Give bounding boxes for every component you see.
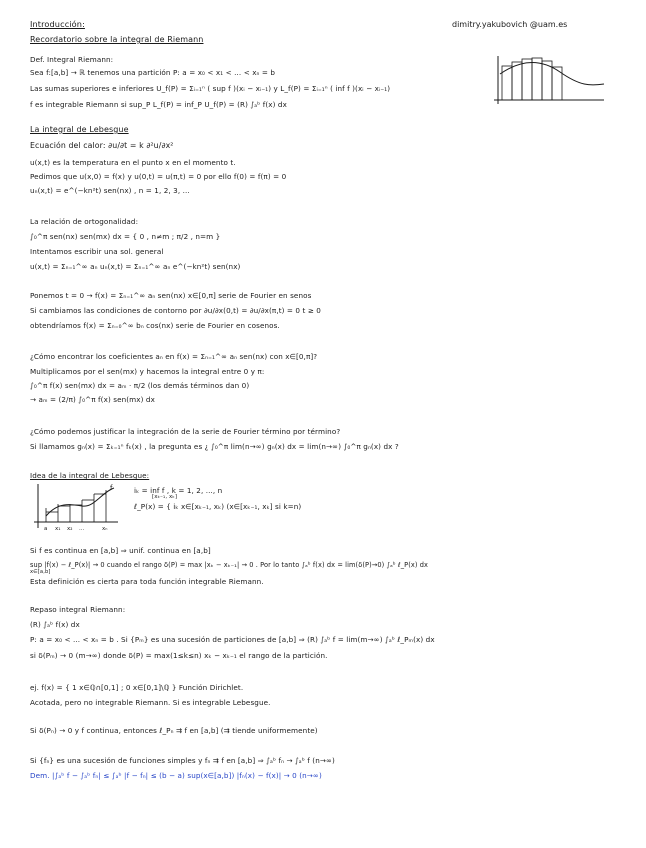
line-int-f: ∫₀^π f(x) sen(mx) dx = aₘ · π/2 (los demás términos dan 0)	[30, 381, 250, 390]
heading-lebesgue: La integral de Lebesgue	[30, 125, 129, 134]
line-int-sen: ∫₀^π sen(nx) sen(mx) dx = { 0 , n≠m ; π/2 , n=m }	[30, 232, 221, 241]
sketch-label-a: a	[44, 526, 48, 532]
heading-introduccion: Introducción:	[30, 19, 85, 29]
line-intentamos: Intentamos escribir una sol. general	[30, 247, 164, 256]
line-uxt: u(x,t) = Σₙ₌₁^∞ aₙ uₙ(x,t) = Σₙ₌₁^∞ aₙ e^(−kn²t) sen(nx)	[30, 262, 241, 271]
sketch-label-dots: ...	[79, 526, 85, 532]
line-r: (R) ∫ₐᵇ f(x) dx	[30, 620, 80, 629]
riemann-sum-sketch	[490, 52, 608, 108]
line-def: Def. Integral Riemann:	[30, 55, 114, 64]
line-ik: iₖ = inf f , k = 1, 2, ..., n	[134, 486, 223, 495]
line-dem: Dem. |∫ₐᵇ f − ∫ₐᵇ fₙ| ≤ ∫ₐᵇ |f − fₙ| ≤ (b − a) sup(x∈[a,b]) |fₙ(x) − f(x)| → 0 (n→∞)	[30, 771, 322, 780]
line-lk: ℓ_P(x) = { iₖ x∈[xₖ₋₁, xₖ) (x∈[xₖ₋₁, xₖ] si k=n)	[134, 502, 302, 511]
line-cambiamos: Si cambiamos las condiciones de contorno por ∂u/∂x(0,t) = ∂u/∂x(π,t) = 0 t ≥ 0	[30, 306, 321, 315]
line-delta-pn: Si δ(Pₙ) → 0 y f continua, entonces ℓ_Pₙ ⇉ f en [a,b] (⇉ tiende uniformemente)	[30, 726, 318, 735]
line-ik-sub: [xₖ₋₁, xₖ]	[152, 494, 178, 500]
line-calor: Ecuación del calor: ∂u/∂t = k ∂²u/∂x²	[30, 141, 174, 150]
line-obtendriamos: obtendríamos f(x) = Σₙ₌₀^∞ bₙ cos(nx) serie de Fourier en cosenos.	[30, 321, 280, 330]
author-email: dimitry.yakubovich @uam.es	[452, 20, 568, 29]
line-un: uₙ(x,t) = e^(−kn²t) sen(nx) , n = 1, 2, 3, ...	[30, 186, 190, 195]
sketch-label-x1: x₁	[55, 526, 61, 532]
line-sumas: Las sumas superiores e inferiores U_f(P) = Σᵢ₌₁ⁿ ( sup f )(xᵢ − xᵢ₋₁) y L_f(P) = Σᵢ₌₁ⁿ ( inf f )(xᵢ − xᵢ₋₁)	[30, 84, 391, 93]
line-continua: Si f es continua en [a,b] ⇒ unif. continua en [a,b]	[30, 546, 211, 555]
line-sup-sub: x∈[a,b]	[30, 569, 51, 575]
sketch-label-f: f	[110, 484, 113, 492]
lebesgue-step-sketch	[32, 482, 124, 532]
line-am: → aₘ = (2/π) ∫₀^π f(x) sen(mx) dx	[30, 395, 155, 404]
line-esta: Esta definición es cierta para toda función integrable Riemann.	[30, 577, 264, 586]
line-como: ¿Cómo encontrar los coeficientes aₙ en f(x) = Σₙ₌₁^∞ aₙ sen(nx) con x∈[0,π]?	[30, 352, 318, 361]
line-ortogonalidad: La relación de ortogonalidad:	[30, 217, 139, 226]
line-multiplicamos: Multiplicamos por el sen(mx) y hacemos la integral entre 0 y π:	[30, 367, 265, 376]
line-ponemos: Ponemos t = 0 → f(x) = Σₙ₌₁^∞ aₙ sen(nx) x∈[0,π] serie de Fourier en senos	[30, 291, 312, 300]
line-llamamos: Si llamamos gₙ(x) = Σₖ₌₁ⁿ fₖ(x) , la pregunta es ¿ ∫₀^π lim(n→∞) gₙ(x) dx = lim(n→∞) ∫₀^π gₙ(x) dx ?	[30, 442, 399, 451]
line-repaso: Repaso integral Riemann:	[30, 605, 126, 614]
line-acotada: Acotada, pero no integrable Riemann. Si es integrable Lebesgue.	[30, 698, 271, 707]
sketch-label-xn: xₙ	[102, 526, 108, 532]
line-pedimos: Pedimos que u(x,0) = f(x) y u(0,t) = u(π,t) = 0 por ello f(0) = f(π) = 0	[30, 172, 287, 181]
heading-recordatorio: Recordatorio sobre la integral de Riemann	[30, 35, 204, 44]
sketch-label-x2: x₂	[67, 526, 73, 532]
line-ej: ej. f(x) = { 1 x∈ℚ∩[0,1] ; 0 x∈[0,1]\ℚ } Función Dirichlet.	[30, 683, 244, 692]
line-integrable: f es integrable Riemann si sup_P L_f(P) = inf_P U_f(P) = (R) ∫ₐᵇ f(x) dx	[30, 100, 287, 109]
line-justificar: ¿Cómo podemos justificar la integración de la serie de Fourier término por término?	[30, 427, 341, 436]
line-idea: Idea de la integral de Lebesgue:	[30, 471, 150, 480]
line-delta: si δ(Pₘ) → 0 (m→∞) donde δ(P) = max(1≤k≤n) xₖ − xₖ₋₁ el rango de la partición.	[30, 651, 328, 660]
line-sup: sup |f(x) − ℓ_P(x)| → 0 cuando el rango δ(P) = max |xₖ − xₖ₋₁| → 0 . Por lo tanto ∫ₐᵇ f(x) dx = lim(δ(P)→0) ∫ₐᵇ ℓ_P(x) dx	[30, 561, 429, 569]
line-temp: u(x,t) es la temperatura en el punto x en el momento t.	[30, 158, 236, 167]
line-sucesion: Si {fₙ} es una sucesión de funciones simples y fₙ ⇉ f en [a,b] ⇒ ∫ₐᵇ fₙ → ∫ₐᵇ f (n→∞)	[30, 756, 335, 765]
line-p: P: a = x₀ < ... < xₙ = b . Si {Pₘ} es una sucesión de particiones de [a,b] ⇒ (R) ∫ₐᵇ f = lim(m→∞) ∫ₐᵇ ℓ_Pₘ(x) dx	[30, 635, 435, 644]
line-sea: Sea f:[a,b] → ℝ tenemos una partición P: a = x₀ < x₁ < ... < xₙ = b	[30, 68, 276, 77]
